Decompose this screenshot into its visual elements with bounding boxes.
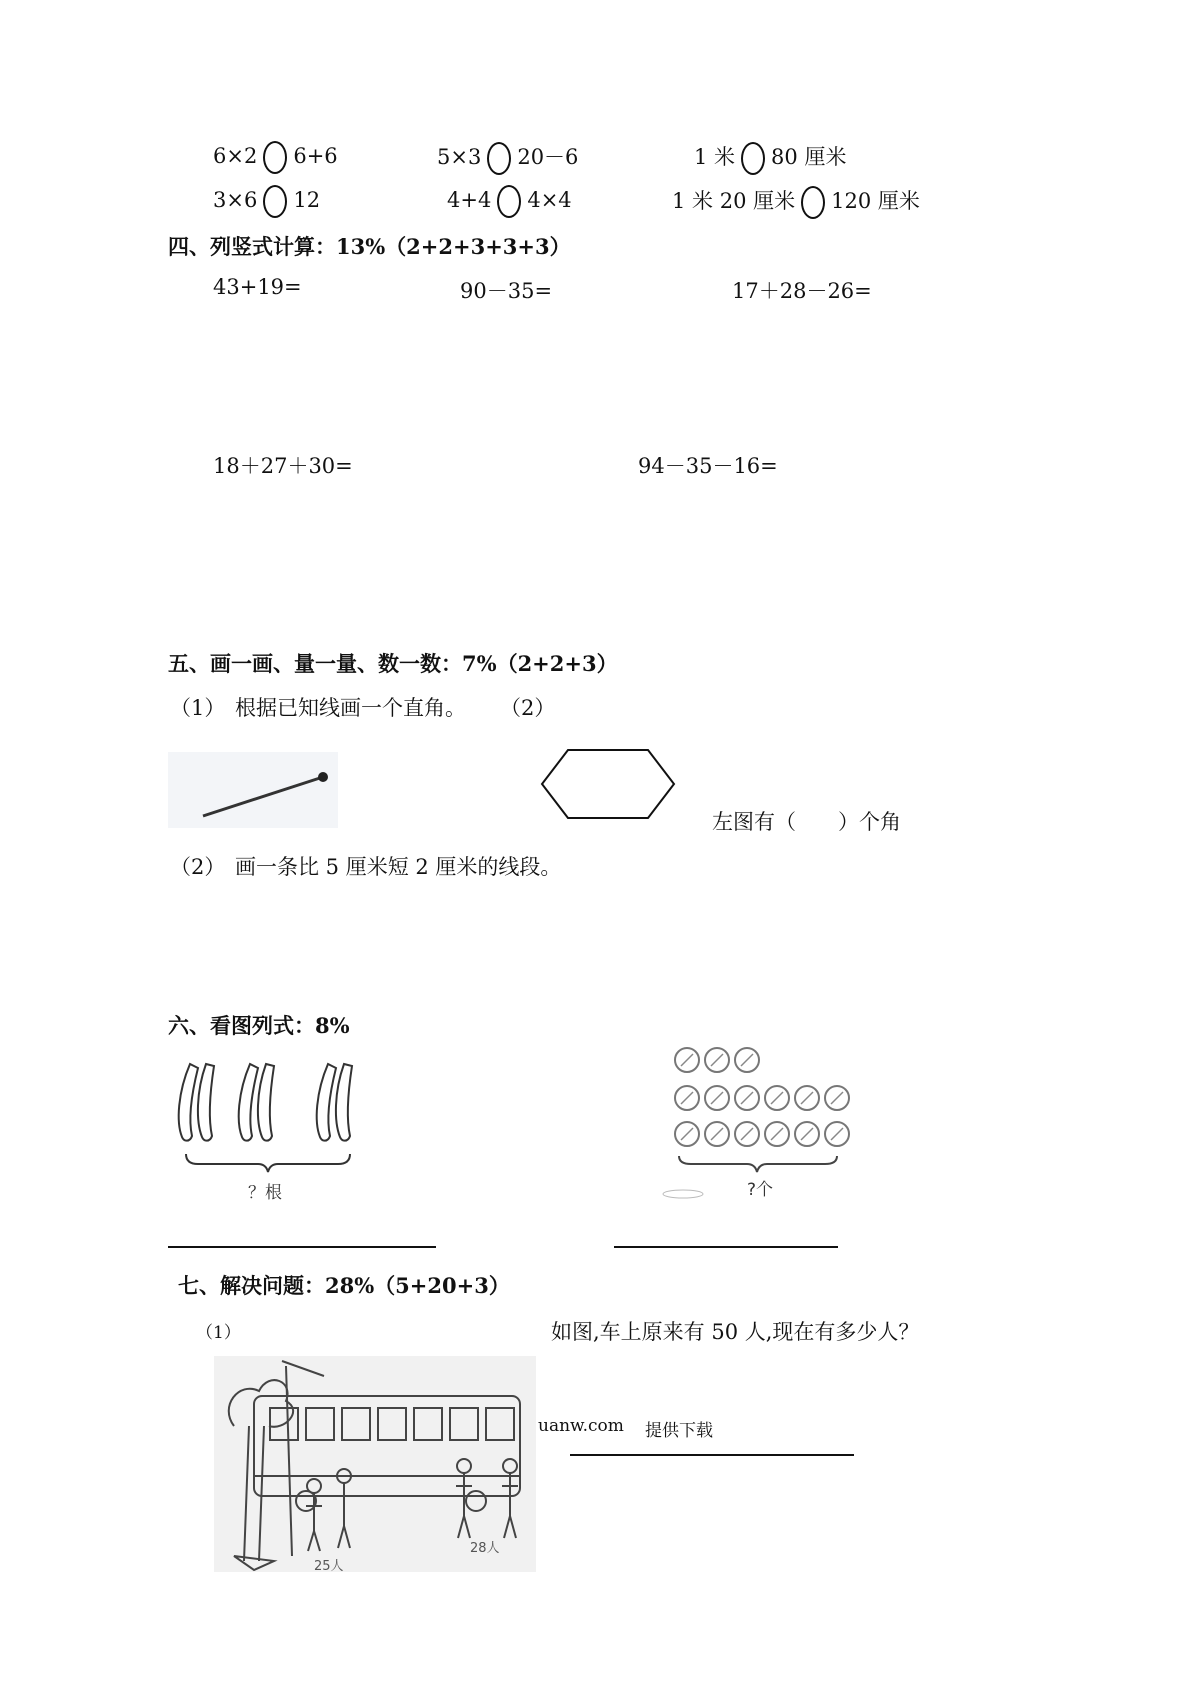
compare-item [694, 141, 846, 175]
compare-left: 1 米 20 厘米 [672, 189, 796, 213]
compare-item [672, 185, 920, 219]
compare-circle[interactable] [497, 185, 521, 218]
bananas-caption: ？根 [248, 1183, 282, 1203]
apples-caption: ?个 [747, 1180, 774, 1200]
compare-item [213, 185, 320, 218]
compare-right: 120 厘米 [831, 189, 920, 213]
compare-right: 12 [293, 188, 321, 212]
compare-left: 4+4 [447, 188, 492, 212]
question-text: 如图,车上原来有 50 人,现在有多少人？ [551, 1320, 920, 1344]
watermark-text: 提供下载 [645, 1421, 713, 1441]
answer-line-bus[interactable] [570, 1454, 854, 1456]
compare-right: 6+6 [293, 144, 338, 168]
answer-line-right[interactable] [614, 1246, 838, 1248]
compare-item [213, 141, 338, 174]
section-6-title: 六、看图列式：8% [168, 1013, 350, 1038]
compare-circle[interactable] [801, 186, 825, 219]
compare-left: 6×2 [213, 144, 258, 168]
problem-3: 17＋28－26= [732, 279, 872, 303]
bus-label-right: 28人 [470, 1541, 500, 1556]
problem-1: 43+19= [213, 275, 302, 299]
section-4-title: 四、列竖式计算：13%（2+2+3+3+3） [168, 234, 571, 259]
compare-item [437, 141, 578, 175]
question-number: （1） [170, 696, 226, 720]
answer-line-left[interactable] [168, 1246, 436, 1248]
compare-left: 5×3 [437, 145, 482, 169]
bus-label-left: 25人 [314, 1559, 344, 1574]
compare-right: 80 厘米 [771, 145, 847, 169]
question-number: （2） [500, 696, 556, 720]
section-7-title: 七、解决问题：28%（5+20+3） [178, 1273, 510, 1298]
compare-circle[interactable] [487, 142, 511, 175]
angle-question: 左图有（ ）个角 [712, 810, 901, 834]
problem-4: 18＋27＋30= [213, 454, 353, 478]
compare-circle[interactable] [263, 185, 287, 218]
section-5-title: 五、画一画、量一量、数一数：7%（2+2+3） [168, 651, 618, 676]
watermark-site: uanw.com [538, 1416, 624, 1436]
hexagon-figure [538, 748, 678, 820]
bus-figure [214, 1356, 540, 1576]
compare-circle[interactable] [741, 142, 765, 175]
compare-circle[interactable] [263, 141, 287, 174]
problem-2: 90－35= [460, 279, 553, 303]
compare-left: 3×6 [213, 188, 258, 212]
compare-left: 1 米 [694, 145, 736, 169]
compare-item [447, 185, 572, 218]
question-number: （1） [196, 1323, 241, 1343]
problem-5: 94－35－16= [638, 454, 778, 478]
question-number: （2） [170, 855, 226, 879]
compare-right: 20－6 [517, 145, 579, 169]
question-text: 画一条比 5 厘米短 2 厘米的线段。 [235, 855, 562, 879]
given-line-figure [168, 750, 343, 830]
compare-right: 4×4 [527, 188, 572, 212]
question-text: 根据已知线画一个直角。 [235, 696, 466, 720]
